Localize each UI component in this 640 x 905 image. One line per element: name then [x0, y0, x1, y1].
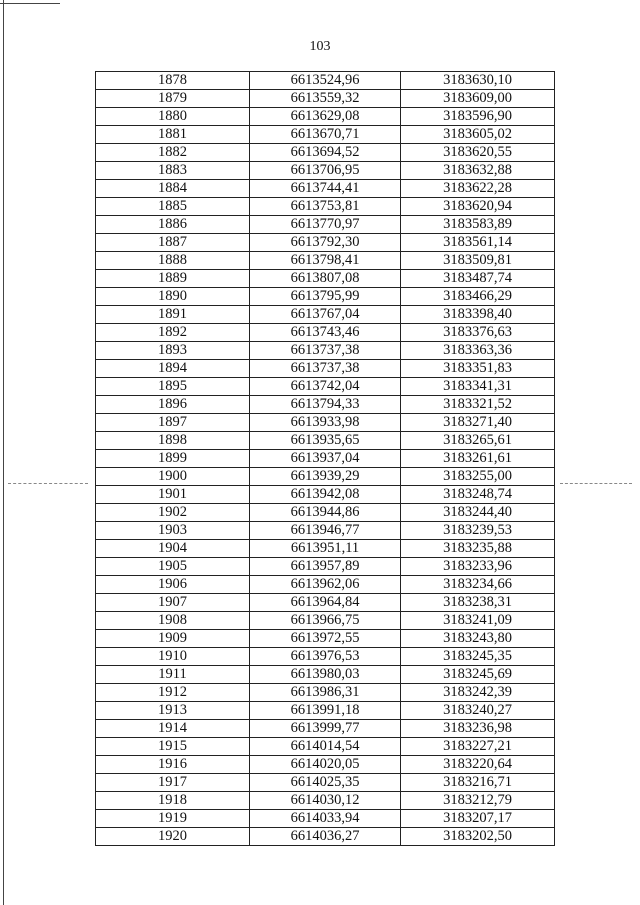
- y-coordinate-cell: 3183227,21: [401, 738, 555, 756]
- point-number-cell: 1886: [96, 216, 250, 234]
- x-coordinate-cell: 6613629,08: [250, 108, 401, 126]
- x-coordinate-cell: 6613770,97: [250, 216, 401, 234]
- x-coordinate-cell: 6613935,65: [250, 432, 401, 450]
- table-row: [96, 108, 555, 126]
- x-coordinate-cell: 6613524,96: [250, 72, 401, 90]
- point-number-cell: 1887: [96, 234, 250, 252]
- page-number: 103: [309, 39, 331, 54]
- point-number-cell: 1903: [96, 522, 250, 540]
- table-row: [96, 180, 555, 198]
- table-row: [96, 216, 555, 234]
- point-number-cell: 1891: [96, 306, 250, 324]
- x-coordinate-cell: 6613939,29: [250, 468, 401, 486]
- x-coordinate-cell: 6613792,30: [250, 234, 401, 252]
- y-coordinate-cell: 3183239,53: [401, 522, 555, 540]
- point-number-cell: 1912: [96, 684, 250, 702]
- point-number-cell: 1900: [96, 468, 250, 486]
- y-coordinate-cell: 3183605,02: [401, 126, 555, 144]
- y-coordinate-cell: 3183235,88: [401, 540, 555, 558]
- x-coordinate-cell: 6614020,05: [250, 756, 401, 774]
- point-number-cell: 1907: [96, 594, 250, 612]
- table-row: [96, 486, 555, 504]
- point-number-cell: 1913: [96, 702, 250, 720]
- x-coordinate-cell: 6613942,08: [250, 486, 401, 504]
- scan-edge-top: [0, 3, 60, 4]
- y-coordinate-cell: 3183620,94: [401, 198, 555, 216]
- table-row: [96, 378, 555, 396]
- point-number-cell: 1884: [96, 180, 250, 198]
- x-coordinate-cell: 6614033,94: [250, 810, 401, 828]
- point-number-cell: 1878: [96, 72, 250, 90]
- x-coordinate-cell: 6613794,33: [250, 396, 401, 414]
- x-coordinate-cell: 6614025,35: [250, 774, 401, 792]
- point-number-cell: 1880: [96, 108, 250, 126]
- x-coordinate-cell: 6613980,03: [250, 666, 401, 684]
- y-coordinate-cell: 3183234,66: [401, 576, 555, 594]
- table-row: [96, 666, 555, 684]
- point-number-cell: 1882: [96, 144, 250, 162]
- y-coordinate-cell: 3183583,89: [401, 216, 555, 234]
- point-number-cell: 1885: [96, 198, 250, 216]
- x-coordinate-cell: 6614014,54: [250, 738, 401, 756]
- y-coordinate-cell: 3183363,36: [401, 342, 555, 360]
- x-coordinate-cell: 6613807,08: [250, 270, 401, 288]
- point-number-cell: 1911: [96, 666, 250, 684]
- y-coordinate-cell: 3183487,74: [401, 270, 555, 288]
- x-coordinate-cell: 6613795,99: [250, 288, 401, 306]
- point-number-cell: 1902: [96, 504, 250, 522]
- point-number-cell: 1893: [96, 342, 250, 360]
- y-coordinate-cell: 3183216,71: [401, 774, 555, 792]
- x-coordinate-cell: 6613946,77: [250, 522, 401, 540]
- point-number-cell: 1898: [96, 432, 250, 450]
- point-number-cell: 1919: [96, 810, 250, 828]
- point-number-cell: 1894: [96, 360, 250, 378]
- y-coordinate-cell: 3183255,00: [401, 468, 555, 486]
- point-number-cell: 1897: [96, 414, 250, 432]
- point-number-cell: 1917: [96, 774, 250, 792]
- x-coordinate-cell: 6613937,04: [250, 450, 401, 468]
- point-number-cell: 1904: [96, 540, 250, 558]
- table-row: [96, 720, 555, 738]
- x-coordinate-cell: 6613964,84: [250, 594, 401, 612]
- point-number-cell: 1914: [96, 720, 250, 738]
- table-row: [96, 540, 555, 558]
- point-number-cell: 1906: [96, 576, 250, 594]
- table-row: [96, 396, 555, 414]
- table-row: [96, 648, 555, 666]
- x-coordinate-cell: 6613694,52: [250, 144, 401, 162]
- y-coordinate-cell: 3183244,40: [401, 504, 555, 522]
- scan-artifact-right: [560, 483, 632, 484]
- point-number-cell: 1918: [96, 792, 250, 810]
- y-coordinate-cell: 3183236,98: [401, 720, 555, 738]
- point-number-cell: 1895: [96, 378, 250, 396]
- y-coordinate-cell: 3183202,50: [401, 828, 555, 846]
- x-coordinate-cell: 6613944,86: [250, 504, 401, 522]
- point-number-cell: 1909: [96, 630, 250, 648]
- table-row: [96, 162, 555, 180]
- table-row: [96, 414, 555, 432]
- x-coordinate-cell: 6613737,38: [250, 342, 401, 360]
- table-row: [96, 594, 555, 612]
- y-coordinate-cell: 3183341,31: [401, 378, 555, 396]
- y-coordinate-cell: 3183240,27: [401, 702, 555, 720]
- table-row: [96, 756, 555, 774]
- y-coordinate-cell: 3183238,31: [401, 594, 555, 612]
- scan-edge-left: [3, 0, 4, 905]
- point-number-cell: 1899: [96, 450, 250, 468]
- table-row: [96, 288, 555, 306]
- table-row: [96, 90, 555, 108]
- point-number-cell: 1881: [96, 126, 250, 144]
- y-coordinate-cell: 3183271,40: [401, 414, 555, 432]
- table-row: [96, 810, 555, 828]
- x-coordinate-cell: 6613986,31: [250, 684, 401, 702]
- table-row: [96, 612, 555, 630]
- table-row: [96, 576, 555, 594]
- point-number-cell: 1916: [96, 756, 250, 774]
- table-row: [96, 360, 555, 378]
- point-number-cell: 1890: [96, 288, 250, 306]
- table-row: [96, 306, 555, 324]
- x-coordinate-cell: 6613706,95: [250, 162, 401, 180]
- y-coordinate-cell: 3183561,14: [401, 234, 555, 252]
- y-coordinate-cell: 3183351,83: [401, 360, 555, 378]
- x-coordinate-cell: 6613962,06: [250, 576, 401, 594]
- scan-artifact-left: [8, 483, 88, 484]
- table-row: [96, 468, 555, 486]
- x-coordinate-cell: 6613737,38: [250, 360, 401, 378]
- table-row: [96, 558, 555, 576]
- x-coordinate-cell: 6613999,77: [250, 720, 401, 738]
- table-row: [96, 738, 555, 756]
- table-row: [96, 234, 555, 252]
- y-coordinate-cell: 3183220,64: [401, 756, 555, 774]
- point-number-cell: 1896: [96, 396, 250, 414]
- point-number-cell: 1888: [96, 252, 250, 270]
- coordinates-table: [95, 71, 555, 846]
- point-number-cell: 1915: [96, 738, 250, 756]
- coordinates-table-body: [96, 72, 555, 846]
- x-coordinate-cell: 6613744,41: [250, 180, 401, 198]
- x-coordinate-cell: 6613767,04: [250, 306, 401, 324]
- y-coordinate-cell: 3183466,29: [401, 288, 555, 306]
- x-coordinate-cell: 6613798,41: [250, 252, 401, 270]
- point-number-cell: 1908: [96, 612, 250, 630]
- table-row: [96, 792, 555, 810]
- y-coordinate-cell: 3183248,74: [401, 486, 555, 504]
- x-coordinate-cell: 6613991,18: [250, 702, 401, 720]
- point-number-cell: 1883: [96, 162, 250, 180]
- table-row: [96, 684, 555, 702]
- y-coordinate-cell: 3183632,88: [401, 162, 555, 180]
- y-coordinate-cell: 3183212,79: [401, 792, 555, 810]
- x-coordinate-cell: 6613933,98: [250, 414, 401, 432]
- y-coordinate-cell: 3183243,80: [401, 630, 555, 648]
- table-row: [96, 630, 555, 648]
- x-coordinate-cell: 6613951,11: [250, 540, 401, 558]
- y-coordinate-cell: 3183242,39: [401, 684, 555, 702]
- point-number-cell: 1901: [96, 486, 250, 504]
- y-coordinate-cell: 3183622,28: [401, 180, 555, 198]
- table-row: [96, 432, 555, 450]
- table-row: [96, 198, 555, 216]
- y-coordinate-cell: 3183265,61: [401, 432, 555, 450]
- x-coordinate-cell: 6613742,04: [250, 378, 401, 396]
- table-row: [96, 126, 555, 144]
- table-row: [96, 702, 555, 720]
- point-number-cell: 1879: [96, 90, 250, 108]
- x-coordinate-cell: 6613743,46: [250, 324, 401, 342]
- point-number-cell: 1889: [96, 270, 250, 288]
- x-coordinate-cell: 6613957,89: [250, 558, 401, 576]
- table-row: [96, 144, 555, 162]
- y-coordinate-cell: 3183620,55: [401, 144, 555, 162]
- table-row: [96, 270, 555, 288]
- table-row: [96, 72, 555, 90]
- table-row: [96, 828, 555, 846]
- point-number-cell: 1910: [96, 648, 250, 666]
- y-coordinate-cell: 3183245,69: [401, 666, 555, 684]
- y-coordinate-cell: 3183509,81: [401, 252, 555, 270]
- point-number-cell: 1892: [96, 324, 250, 342]
- y-coordinate-cell: 3183245,35: [401, 648, 555, 666]
- x-coordinate-cell: 6613559,32: [250, 90, 401, 108]
- y-coordinate-cell: 3183609,00: [401, 90, 555, 108]
- x-coordinate-cell: 6613976,53: [250, 648, 401, 666]
- point-number-cell: 1905: [96, 558, 250, 576]
- table-row: [96, 450, 555, 468]
- y-coordinate-cell: 3183376,63: [401, 324, 555, 342]
- y-coordinate-cell: 3183233,96: [401, 558, 555, 576]
- table-row: [96, 774, 555, 792]
- table-row: [96, 252, 555, 270]
- x-coordinate-cell: 6614030,12: [250, 792, 401, 810]
- y-coordinate-cell: 3183207,17: [401, 810, 555, 828]
- point-number-cell: 1920: [96, 828, 250, 846]
- y-coordinate-cell: 3183261,61: [401, 450, 555, 468]
- y-coordinate-cell: 3183630,10: [401, 72, 555, 90]
- y-coordinate-cell: 3183241,09: [401, 612, 555, 630]
- table-row: [96, 504, 555, 522]
- y-coordinate-cell: 3183596,90: [401, 108, 555, 126]
- table-row: [96, 342, 555, 360]
- x-coordinate-cell: 6613670,71: [250, 126, 401, 144]
- y-coordinate-cell: 3183398,40: [401, 306, 555, 324]
- x-coordinate-cell: 6613966,75: [250, 612, 401, 630]
- table-row: [96, 522, 555, 540]
- x-coordinate-cell: 6613972,55: [250, 630, 401, 648]
- x-coordinate-cell: 6613753,81: [250, 198, 401, 216]
- x-coordinate-cell: 6614036,27: [250, 828, 401, 846]
- y-coordinate-cell: 3183321,52: [401, 396, 555, 414]
- table-row: [96, 324, 555, 342]
